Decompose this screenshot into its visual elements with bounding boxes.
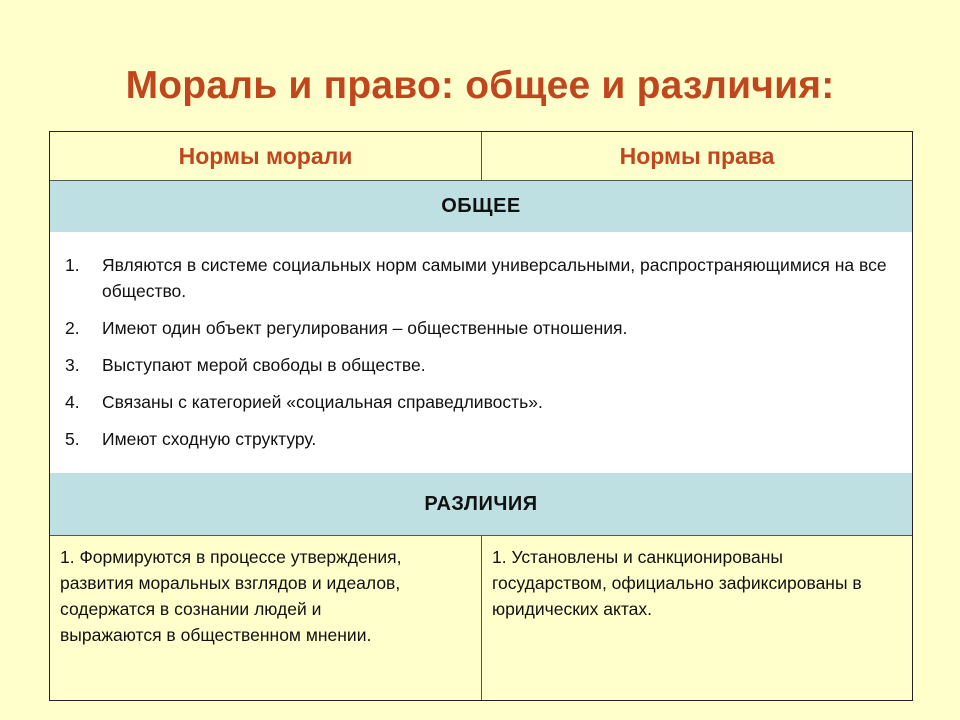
- common-section-header: ОБЩЕЕ: [50, 180, 912, 232]
- list-item: [65, 315, 895, 341]
- header-law-norms: Нормы права: [619, 142, 775, 169]
- list-item: [65, 252, 895, 304]
- list-item-text: Являются в системе социальных норм самыми универсальными, распространяющимися на все общество.: [102, 255, 887, 301]
- law-difference-cell: 1. Установлены и санкционированы государством, официально зафиксированы в юридических актах.: [492, 547, 862, 619]
- differences-section-header: РАЗЛИЧИЯ: [50, 473, 912, 535]
- list-item: [65, 426, 895, 452]
- differences-row: [50, 535, 912, 700]
- list-item-text: Связаны с категорией «социальная справедливость».: [102, 392, 543, 412]
- table-header-row: [50, 132, 912, 180]
- list-item: [65, 352, 895, 378]
- list-item-text: Имеют сходную структуру.: [102, 429, 317, 449]
- list-item-number: 2.: [65, 318, 80, 338]
- list-item-number: 5.: [65, 429, 80, 449]
- list-item-text: Выступают мерой свободы в обществе.: [102, 355, 426, 375]
- list-item-number: 1.: [65, 255, 80, 275]
- common-list: [65, 252, 895, 463]
- header-morality-norms: Нормы морали: [50, 132, 482, 180]
- list-item: [65, 389, 895, 415]
- list-item-number: 3.: [65, 355, 80, 375]
- slide-title: Мораль и право: общее и различия:: [125, 64, 835, 107]
- morality-difference-cell: 1. Формируются в процессе утверждения, развития моральных взглядов и идеалов, содержатся в сознании людей и выражаются в общественном мнении.: [50, 536, 482, 700]
- common-section-body: [50, 232, 912, 473]
- list-item-text: Имеют один объект регулирования – общественные отношения.: [102, 318, 628, 338]
- list-item-number: 4.: [65, 392, 80, 412]
- comparison-table: [49, 131, 913, 701]
